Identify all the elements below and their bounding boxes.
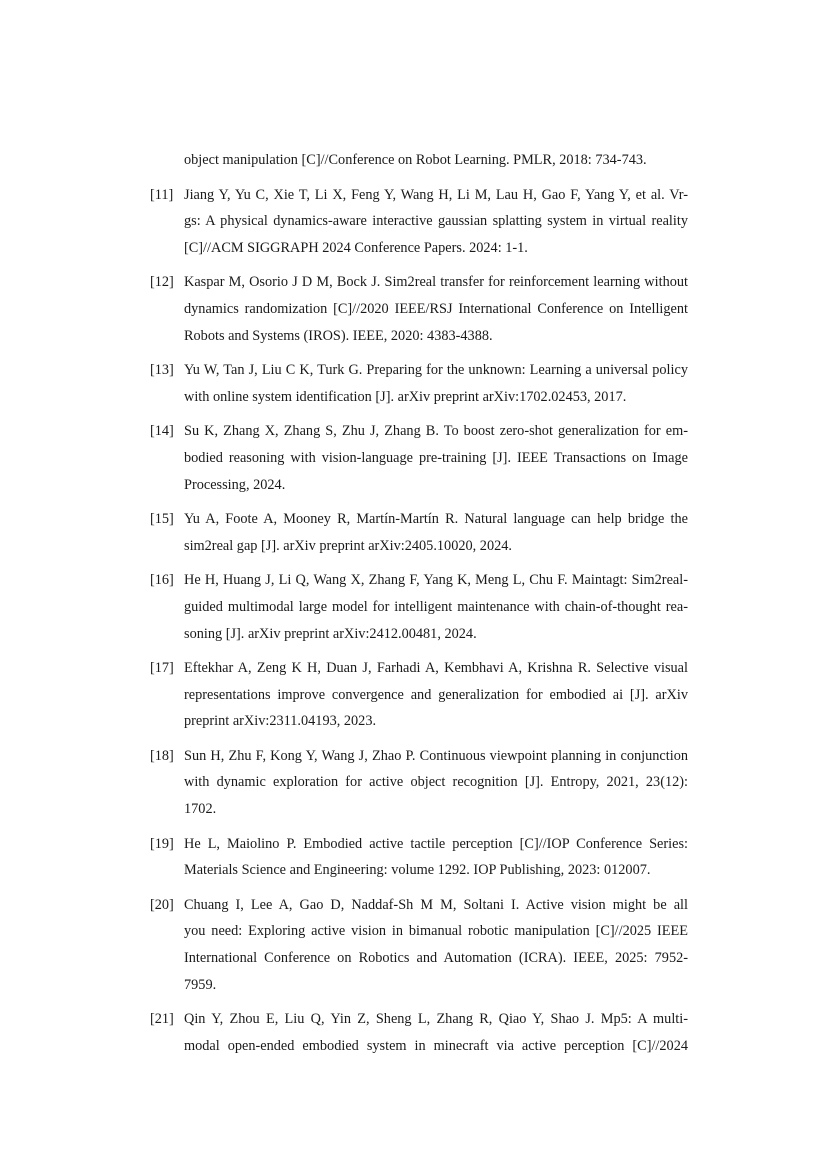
reference-text-line: 1702. — [184, 801, 217, 818]
reference-number: [16] — [150, 572, 174, 589]
reference-text-line: Processing, 2024. — [184, 476, 286, 493]
reference-text-line: object manipulation [C]//Conference on Robot Learning. PMLR, 2018: 734-743. — [184, 152, 647, 168]
reference-entry — [150, 147, 688, 174]
reference-entry — [150, 567, 688, 647]
reference-text-line: soning [J]. arXiv preprint arXiv:2412.00481, 2024. — [184, 625, 477, 642]
reference-text-line: guided multimodal large model for intelligent maintenance with chain-of-thought rea- — [184, 598, 688, 615]
reference-text-line: Su K, Zhang X, Zhang S, Zhu J, Zhang B. To boost zero-shot generalization for em- — [184, 423, 688, 440]
reference-number: [11] — [150, 186, 174, 203]
reference-text-line: Materials Science and Engineering: volume 1292. IOP Publishing, 2023: 012007. — [184, 862, 651, 879]
reference-text-line: preprint arXiv:2311.04193, 2023. — [184, 713, 377, 730]
reference-text-line: International Conference on Robotics and Automation (ICRA). IEEE, 2025: 7952- — [184, 950, 688, 967]
reference-text-line: bodied reasoning with vision-language pre-training [J]. IEEE Transactions on Image — [184, 449, 688, 466]
reference-text-line: Qin Y, Zhou E, Liu Q, Yin Z, Sheng L, Zhang R, Qiao Y, Shao J. Mp5: A multi- — [184, 1011, 688, 1028]
reference-text-line: Chuang I, Lee A, Gao D, Naddaf-Sh M M, Soltani I. Active vision might be all — [184, 896, 688, 913]
reference-entry — [150, 506, 688, 559]
reference-text-line: Jiang Y, Yu C, Xie T, Li X, Feng Y, Wang H, Li M, Lau H, Gao F, Yang Y, et al. Vr- — [184, 186, 688, 203]
reference-text-line: with dynamic exploration for active object recognition [J]. Entropy, 2021, 23(12): — [184, 774, 688, 791]
reference-text-line: Yu W, Tan J, Liu C K, Turk G. Preparing for the unknown: Learning a universal policy — [184, 362, 688, 379]
reference-text-line: Robots and Systems (IROS). IEEE, 2020: 4383-4388. — [184, 327, 493, 344]
reference-number: [18] — [150, 747, 174, 764]
reference-number: [13] — [150, 362, 174, 379]
reference-text-line: gs: A physical dynamics-aware interactive gaussian splatting system in virtual reality — [184, 213, 688, 230]
reference-text-line: you need: Exploring active vision in bimanual robotic manipulation [C]//2025 IEEE — [184, 923, 688, 940]
reference-list — [150, 147, 688, 1067]
reference-entry — [150, 831, 688, 884]
reference-text-line: 7959. — [184, 976, 217, 993]
reference-number: [17] — [150, 660, 174, 677]
reference-entry — [150, 269, 688, 349]
reference-text-line: with online system identification [J]. arXiv preprint arXiv:1702.02453, 2017. — [184, 388, 627, 405]
reference-number: [12] — [150, 274, 174, 291]
reference-entry — [150, 182, 688, 262]
reference-number: [19] — [150, 835, 174, 852]
reference-text-line: Eftekhar A, Zeng K H, Duan J, Farhadi A, Kembhavi A, Krishna R. Selective visual — [184, 660, 688, 677]
reference-text-line: representations improve convergence and generalization for embodied ai [J]. arXiv — [184, 686, 688, 703]
reference-entry — [150, 655, 688, 735]
reference-text-line: Yu A, Foote A, Mooney R, Martín-Martín R. Natural language can help bridge the — [184, 511, 688, 528]
reference-number: [20] — [150, 896, 174, 913]
reference-entry — [150, 743, 688, 823]
reference-number: [14] — [150, 423, 174, 440]
reference-text-line: dynamics randomization [C]//2020 IEEE/RSJ International Conference on Intelligent — [184, 300, 688, 317]
reference-text-line: He L, Maiolino P. Embodied active tactile perception [C]//IOP Conference Series: — [184, 835, 688, 852]
reference-number: [15] — [150, 511, 174, 528]
reference-text-line: Kaspar M, Osorio J D M, Bock J. Sim2real transfer for reinforcement learning without — [184, 274, 688, 291]
reference-entry — [150, 357, 688, 410]
reference-text-line: Sun H, Zhu F, Kong Y, Wang J, Zhao P. Continuous viewpoint planning in conjunction — [184, 747, 688, 764]
reference-text-line: He H, Huang J, Li Q, Wang X, Zhang F, Yang K, Meng L, Chu F. Maintagt: Sim2real- — [184, 572, 688, 589]
reference-entry — [150, 1006, 688, 1059]
reference-text-line: modal open-ended embodied system in minecraft via active perception [C]//2024 — [184, 1037, 688, 1054]
reference-entry — [150, 418, 688, 498]
reference-text-line: [C]//ACM SIGGRAPH 2024 Conference Papers. 2024: 1-1. — [184, 239, 528, 256]
reference-number: [21] — [150, 1011, 174, 1028]
reference-text-line: sim2real gap [J]. arXiv preprint arXiv:2405.10020, 2024. — [184, 537, 512, 554]
reference-entry — [150, 892, 688, 998]
